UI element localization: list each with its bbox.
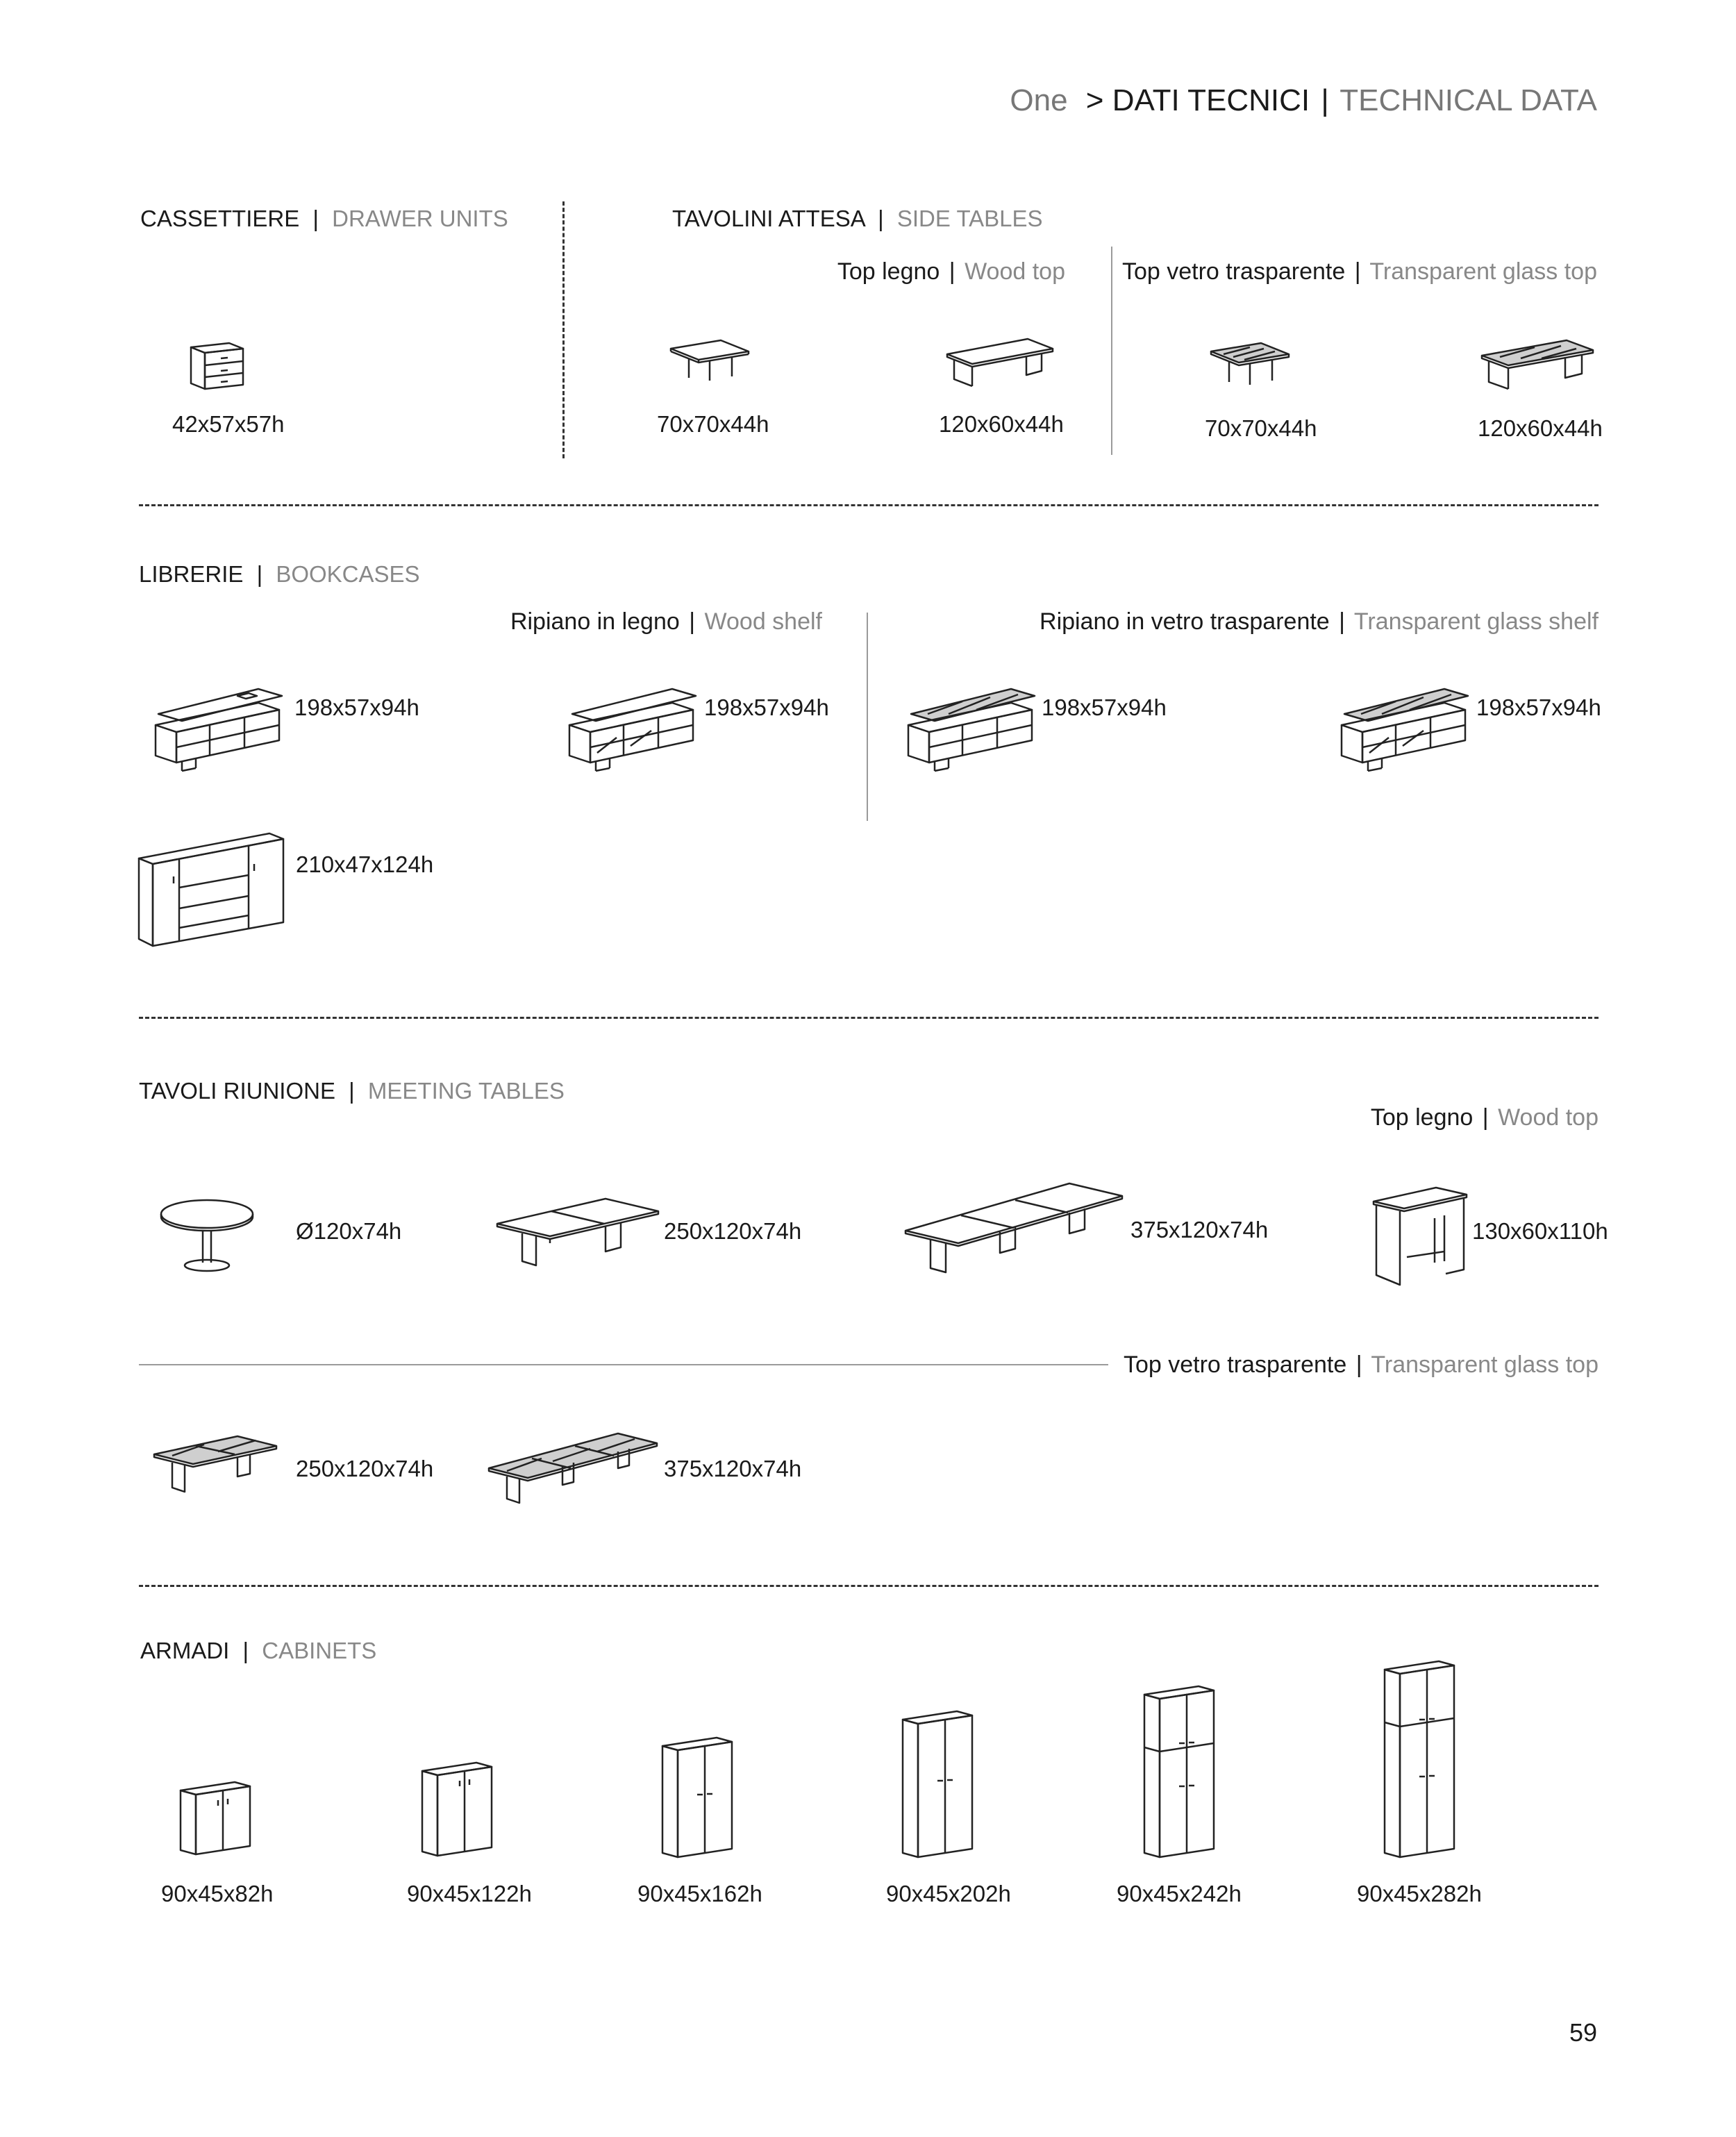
bookcase-wood-shelf-alt-icon (568, 686, 700, 774)
section-title-en: CABINETS (262, 1638, 377, 1663)
section-title-side-tables (672, 206, 1043, 232)
meeting-table-glass-375-icon (486, 1431, 660, 1507)
section-title-en: BOOKCASES (276, 561, 420, 587)
subheading-separator: | (1354, 258, 1361, 285)
subheading-en: Transparent glass top (1371, 1352, 1599, 1378)
subheading-separator: | (1482, 1104, 1489, 1131)
section-title-it: TAVOLINI ATTESA (672, 206, 865, 231)
cabinet-122h-icon (421, 1760, 494, 1859)
header-title-en: TECHNICAL DATA (1339, 83, 1597, 117)
header-title-it: DATI TECNICI (1112, 83, 1310, 117)
drawer-unit-icon (187, 339, 250, 394)
meeting-table-dimension: 250x120x74h (664, 1218, 802, 1244)
meeting-table-dimension: Ø120x74h (296, 1218, 402, 1244)
cabinet-dimension: 90x45x202h (886, 1881, 1011, 1906)
cabinet-202h-icon (901, 1708, 975, 1860)
meeting-table-dimension: 130x60x110h (1472, 1218, 1608, 1244)
cabinet-242h-icon (1143, 1683, 1217, 1860)
subheading-en: Transparent glass top (1369, 258, 1597, 285)
subheading-it: Top legno (837, 258, 940, 285)
subheading-glass-top (1122, 258, 1597, 285)
meeting-table-250-icon (494, 1196, 661, 1272)
header-arrow: > (1085, 83, 1104, 117)
section-title-en: DRAWER UNITS (332, 206, 508, 231)
bookcase-glass-shelf-alt-icon (1340, 686, 1472, 774)
meeting-table-dimension: 375x120x74h (664, 1456, 802, 1481)
meeting-table-375-icon (903, 1181, 1125, 1277)
cabinet-dimension: 90x45x162h (637, 1881, 762, 1906)
section-title-meeting-tables (139, 1078, 565, 1104)
subheading-en: Wood top (965, 258, 1065, 285)
subheading-it: Ripiano in legno (510, 608, 680, 635)
subheading-it: Top vetro trasparente (1123, 1352, 1347, 1378)
cabinet-dimension: 90x45x122h (407, 1881, 532, 1906)
cabinet-dimension: 90x45x242h (1117, 1881, 1242, 1906)
high-table-icon (1372, 1185, 1469, 1288)
section-title-drawer-units (140, 206, 508, 232)
side-table-square-wood-icon (668, 338, 751, 386)
section-separator: | (256, 561, 263, 587)
section-separator: | (242, 1638, 249, 1663)
subheading-it: Top legno (1370, 1104, 1474, 1131)
section-title-it: TAVOLI RIUNIONE (139, 1078, 335, 1104)
meeting-table-glass-250-icon (151, 1433, 279, 1496)
section-title-en: SIDE TABLES (896, 206, 1043, 231)
subheading-en: Transparent glass shelf (1353, 608, 1599, 635)
section-title-it: CASSETTIERE (140, 206, 300, 231)
subheading-wood-shelf (510, 608, 822, 635)
header-separator: | (1321, 83, 1329, 117)
side-table-dimension: 120x60x44h (939, 411, 1064, 437)
vertical-divider (867, 613, 868, 821)
horizontal-dashed-divider (139, 1017, 1599, 1019)
cabinet-dimension: 90x45x282h (1357, 1881, 1482, 1906)
section-separator: | (312, 206, 319, 231)
cabinet-162h-icon (661, 1735, 735, 1860)
cabinet-dimension: 90x45x82h (161, 1881, 274, 1906)
subheading-separator: | (1355, 1352, 1362, 1378)
bookcase-dimension: 198x57x94h (1042, 695, 1167, 720)
cabinet-282h-icon (1383, 1658, 1457, 1860)
subheading-separator: | (689, 608, 696, 635)
subheading-glass-top (1124, 1352, 1599, 1379)
side-table-rect-glass-icon (1479, 338, 1597, 396)
cabinet-82h-icon (179, 1779, 253, 1859)
subheading-en: Wood top (1498, 1104, 1599, 1131)
section-title-cabinets (140, 1638, 376, 1664)
side-table-dimension: 70x70x44h (657, 411, 769, 437)
meeting-table-dimension: 250x120x74h (296, 1456, 434, 1481)
section-title-bookcases (139, 561, 420, 588)
subheading-wood-top (1371, 1104, 1599, 1131)
side-table-rect-wood-icon (944, 336, 1055, 392)
section-separator: | (878, 206, 884, 231)
bookcase-dimension: 198x57x94h (294, 695, 419, 720)
meeting-table-dimension: 375x120x74h (1130, 1217, 1269, 1242)
subheading-it: Ripiano in vetro trasparente (1040, 608, 1330, 635)
bookcase-cabinet-dimension: 210x47x124h (296, 851, 434, 877)
round-table-icon (158, 1197, 256, 1274)
horizontal-dashed-divider (139, 504, 1599, 506)
subheading-en: Wood shelf (704, 608, 822, 635)
bookcase-dimension: 198x57x94h (704, 695, 829, 720)
section-separator: | (349, 1078, 355, 1104)
subheading-it: Top vetro trasparente (1121, 258, 1346, 285)
section-title-en: MEETING TABLES (367, 1078, 565, 1104)
bookcase-cabinet-icon (137, 831, 286, 947)
bookcase-wood-shelf-icon (154, 686, 286, 774)
vertical-divider (1111, 247, 1112, 455)
subheading-separator: | (1339, 608, 1346, 635)
drawer-unit-dimension: 42x57x57h (172, 411, 285, 437)
subheading-wood-top (837, 258, 1065, 285)
horizontal-dashed-divider (139, 1585, 1599, 1587)
side-table-dimension: 70x70x44h (1205, 415, 1317, 441)
subheading-separator: | (949, 258, 955, 285)
section-title-it: ARMADI (140, 1638, 230, 1663)
vertical-dashed-divider (562, 201, 565, 458)
brand-name: One (1010, 83, 1068, 117)
subheading-glass-shelf (1040, 608, 1599, 635)
section-title-it: LIBRERIE (139, 561, 244, 587)
horizontal-divider (139, 1364, 1108, 1365)
side-table-dimension: 120x60x44h (1478, 415, 1603, 441)
page-header (1010, 83, 1597, 118)
side-table-square-glass-icon (1208, 340, 1292, 390)
page-number: 59 (1569, 2018, 1597, 2047)
bookcase-glass-shelf-icon (907, 686, 1039, 774)
bookcase-dimension: 198x57x94h (1476, 695, 1601, 720)
